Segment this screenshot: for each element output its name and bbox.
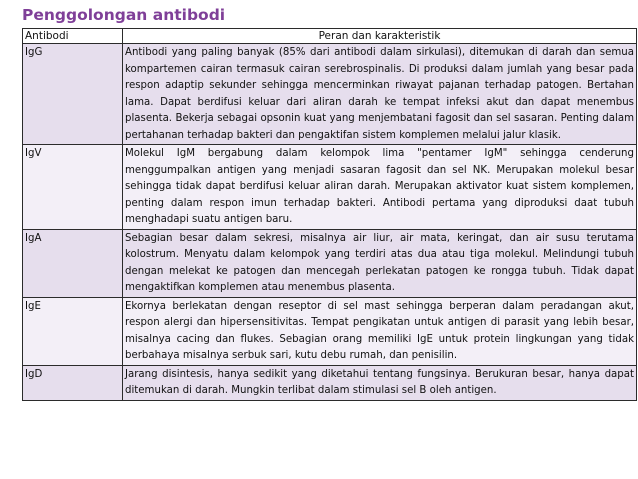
header-antibodi: Antibodi — [23, 29, 123, 44]
table-row — [23, 297, 637, 365]
table-header-row — [23, 29, 637, 44]
table-row — [23, 44, 637, 145]
antibody-name: IgE — [23, 297, 123, 365]
antibody-name: IgG — [23, 44, 123, 145]
antibody-name: IgV — [23, 145, 123, 230]
antibody-table — [22, 28, 637, 401]
antibody-description: Sebagian besar dalam sekresi, misalnya air liur, air mata, keringat, dan air susu terutama kolostrum. Menyatu dalam kelompok yang terdiri atas dua atau tiga molekul. Melindungi tubuh dengan melekat ke patogen dan mencegah perlekatan patogen ke rongga tubuh. Tidak dapat mengaktifkan komplemen atau menembus plasenta. — [123, 229, 637, 297]
antibody-name: IgA — [23, 229, 123, 297]
table-row — [23, 145, 637, 230]
table-row — [23, 365, 637, 400]
antibody-description: Antibodi yang paling banyak (85% dari antibodi dalam sirkulasi), ditemukan di darah dan semua kompartemen cairan termasuk cairan serebrospinalis. Di produksi dalam jumlah yang besar pada respon adaptip sekunder sehingga mencerminkan riwayat pajanan terhadap patogen. Bertahan lama. Dapat berdifusi keluar dari aliran darah ke tempat infeksi akut dan dapat menembus plasenta. Bekerja sebagai opsonin kuat yang menjembatani fagosit dan sel sasaran. Penting dalam pertahanan terhadap bakteri dan pengaktifan sistem komplemen melalui jalur klasik. — [123, 44, 637, 145]
antibody-description: Jarang disintesis, hanya sedikit yang diketahui tentang fungsinya. Berukuran besar, hanya dapat ditemukan di darah. Mungkin terlibat dalam stimulasi sel B oleh antigen. — [123, 365, 637, 400]
antibody-description: Ekornya berlekatan dengan reseptor di sel mast sehingga berperan dalam peradangan akut, respon alergi dan hipersensitivitas. Tempat pengikatan untuk antigen di parasit yang lebih besar, misalnya cacing dan flukes. Sebagian orang memiliki IgE untuk protein lingkungan yang tidak berbahaya misalnya serbuk sari, kutu debu rumah, dan penisilin. — [123, 297, 637, 365]
header-peran: Peran dan karakteristik — [123, 29, 637, 44]
antibody-description: Molekul IgM bergabung dalam kelompok lima "pentamer IgM" sehingga cenderung menggumpalkan antigen yang menjadi sasaran fagosit dan sel NK. Merupakan molekul besar sehingga tidak dapat berdifusi keluar aliran darah. Merupakan aktivator kuat sistem komplemen, penting dalam respon imun terhadap bakteri. Antibodi pertama yang diproduksi daat tubuh menghadapi suatu antigen baru. — [123, 145, 637, 230]
table-row — [23, 229, 637, 297]
slide-title: Penggolongan antibodi — [22, 6, 226, 24]
antibody-name: IgD — [23, 365, 123, 400]
